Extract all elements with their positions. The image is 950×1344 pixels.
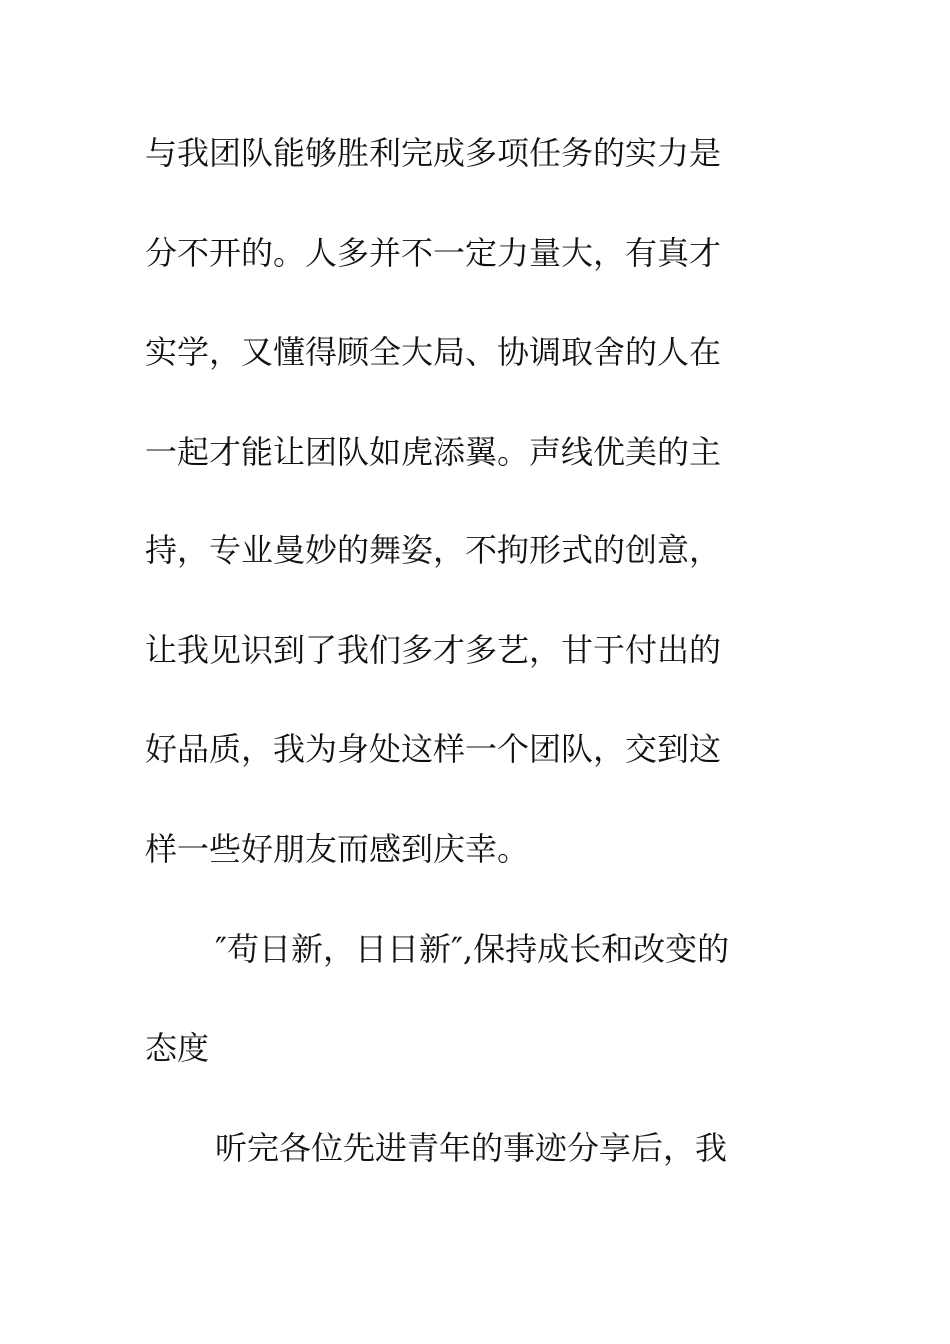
paragraph-line: 实学，又懂得顾全大局、协调取舍的人在: [145, 333, 722, 371]
paragraph-line: 分不开的。人多并不一定力量大，有真才: [145, 234, 722, 272]
paragraph-line: 让我见识到了我们多才多艺，甘于付出的: [145, 631, 722, 669]
section-heading-line: ″苟日新，日日新″,保持成长和改变的: [215, 930, 730, 968]
paragraph-line: 样一些好朋友而感到庆幸。: [145, 830, 530, 868]
paragraph-line: 持，专业曼妙的舞姿，不拘形式的创意，: [145, 531, 722, 569]
paragraph-line: 听完各位先进青年的事迹分享后，我: [215, 1129, 728, 1167]
paragraph-line: 与我团队能够胜利完成多项任务的实力是: [145, 134, 722, 172]
paragraph-line: 好品质，我为身处这样一个团队，交到这: [145, 730, 722, 768]
section-heading-line: 态度: [145, 1029, 210, 1067]
paragraph-line: 一起才能让团队如虎添翼。声线优美的主: [145, 433, 722, 471]
